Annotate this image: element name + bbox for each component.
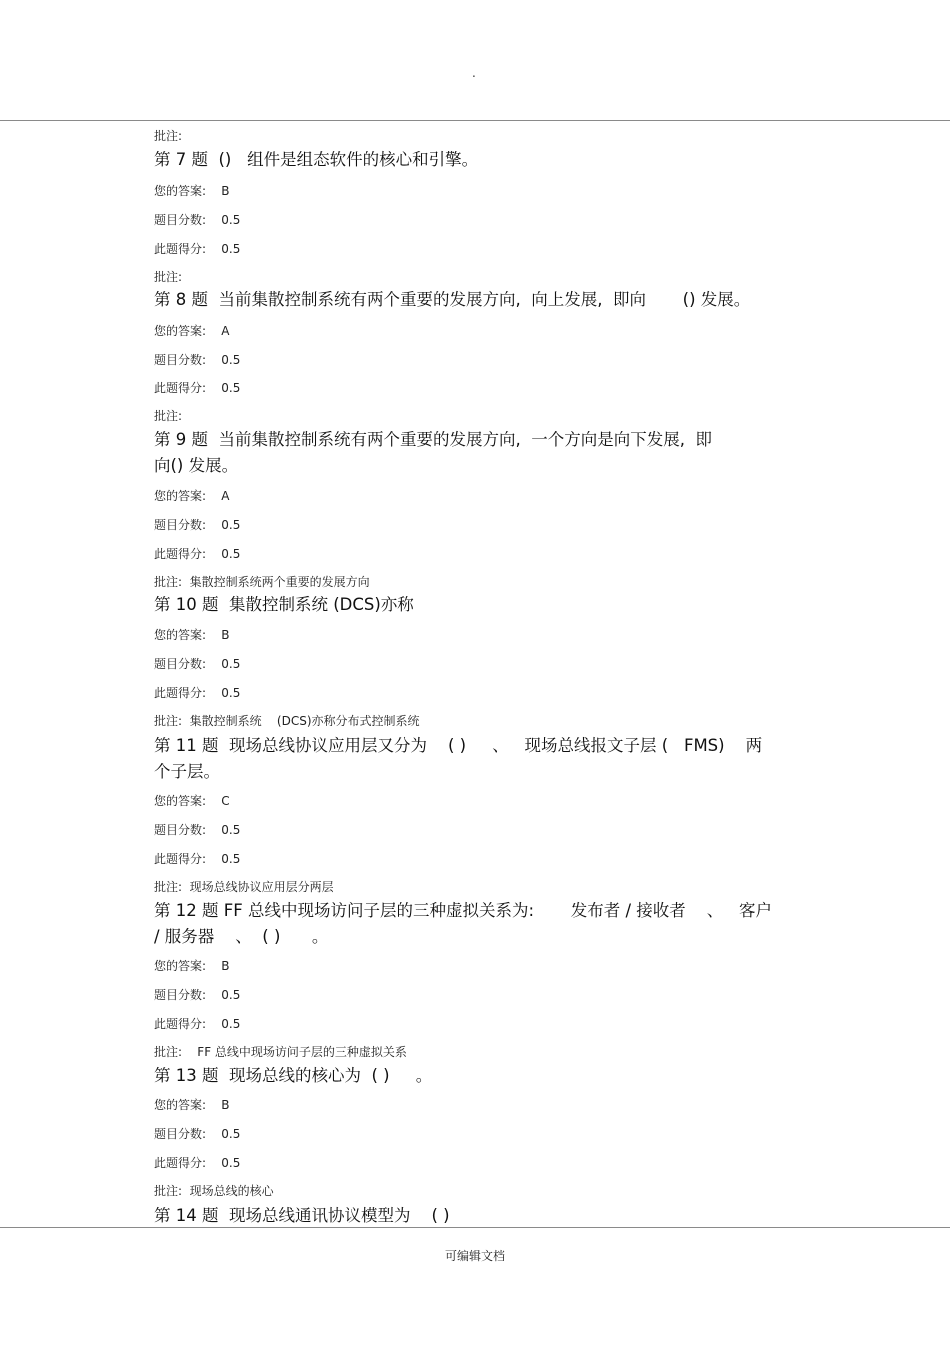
answer-field: 此题得分: 0.5 (154, 381, 241, 395)
note-line: 批注: (154, 270, 183, 284)
answer-field: 此题得分: 0.5 (154, 852, 241, 866)
answer-field: 您的答案: B (154, 184, 230, 198)
note-line: 批注: 集散控制系统 (DCS)亦称分布式控制系统 (154, 714, 420, 728)
document-body (154, 0, 814, 1345)
answer-field: 您的答案: A (154, 489, 230, 503)
question-line: 向() 发展。 (154, 456, 239, 475)
answer-field: 题目分数: 0.5 (154, 657, 241, 671)
question-line: 第 11 题 现场总线协议应用层又分为 ( ) 、 现场总线报文子层 ( FMS) 两 (154, 736, 763, 755)
answer-field: 您的答案: B (154, 959, 230, 973)
question-text (154, 427, 814, 479)
question-text (154, 733, 814, 785)
question-line: 第 14 题 现场总线通讯协议模型为 ( ) (154, 1206, 450, 1225)
question-text (154, 287, 814, 313)
answer-field: 此题得分: 0.5 (154, 1017, 241, 1031)
question-line: 第 9 题 当前集散控制系统有两个重要的发展方向, 一个方向是向下发展, 即 (154, 430, 712, 449)
answer-field: 您的答案: B (154, 1098, 230, 1112)
answer-field: 此题得分: 0.5 (154, 686, 241, 700)
question-line: / 服务器 、 ( ) 。 (154, 927, 329, 946)
note-line: 批注: 现场总线的核心 (154, 1184, 274, 1198)
footer-divider (0, 1227, 950, 1228)
question-text (154, 898, 814, 950)
question-line: 个子层。 (154, 762, 220, 781)
answer-field: 题目分数: 0.5 (154, 353, 241, 367)
answer-field: 此题得分: 0.5 (154, 547, 241, 561)
question-text (154, 1063, 814, 1089)
note-line: 批注: (154, 129, 183, 143)
note-line: 批注: FF 总线中现场访问子层的三种虚拟关系 (154, 1045, 407, 1059)
question-line: 第 12 题 FF 总线中现场访问子层的三种虚拟关系为: 发布者 / 接收者 、 客户 (154, 901, 772, 920)
question-text (154, 147, 814, 173)
header-mark: . (472, 66, 476, 80)
answer-field: 题目分数: 0.5 (154, 823, 241, 837)
note-line: 批注: 现场总线协议应用层分两层 (154, 880, 334, 894)
question-line: 第 7 题 () 组件是组态软件的核心和引擎。 (154, 150, 479, 169)
note-line: 批注: 集散控制系统两个重要的发展方向 (154, 575, 370, 589)
answer-field: 题目分数: 0.5 (154, 518, 241, 532)
answer-field: 题目分数: 0.5 (154, 213, 241, 227)
answer-field: 您的答案: A (154, 324, 230, 338)
question-line: 第 8 题 当前集散控制系统有两个重要的发展方向, 向上发展, 即向 () 发展。 (154, 290, 751, 309)
answer-field: 题目分数: 0.5 (154, 1127, 241, 1141)
answer-field: 您的答案: C (154, 794, 230, 808)
footer-text: 可编辑文档 (444, 1249, 505, 1263)
question-text (154, 592, 814, 618)
answer-field: 您的答案: B (154, 628, 230, 642)
answer-field: 此题得分: 0.5 (154, 242, 241, 256)
answer-field: 题目分数: 0.5 (154, 988, 241, 1002)
answer-field: 此题得分: 0.5 (154, 1156, 241, 1170)
question-line: 第 13 题 现场总线的核心为 ( ) 。 (154, 1066, 433, 1085)
question-text (154, 1203, 814, 1229)
question-line: 第 10 题 集散控制系统 (DCS)亦称 (154, 595, 414, 614)
note-line: 批注: (154, 409, 183, 423)
